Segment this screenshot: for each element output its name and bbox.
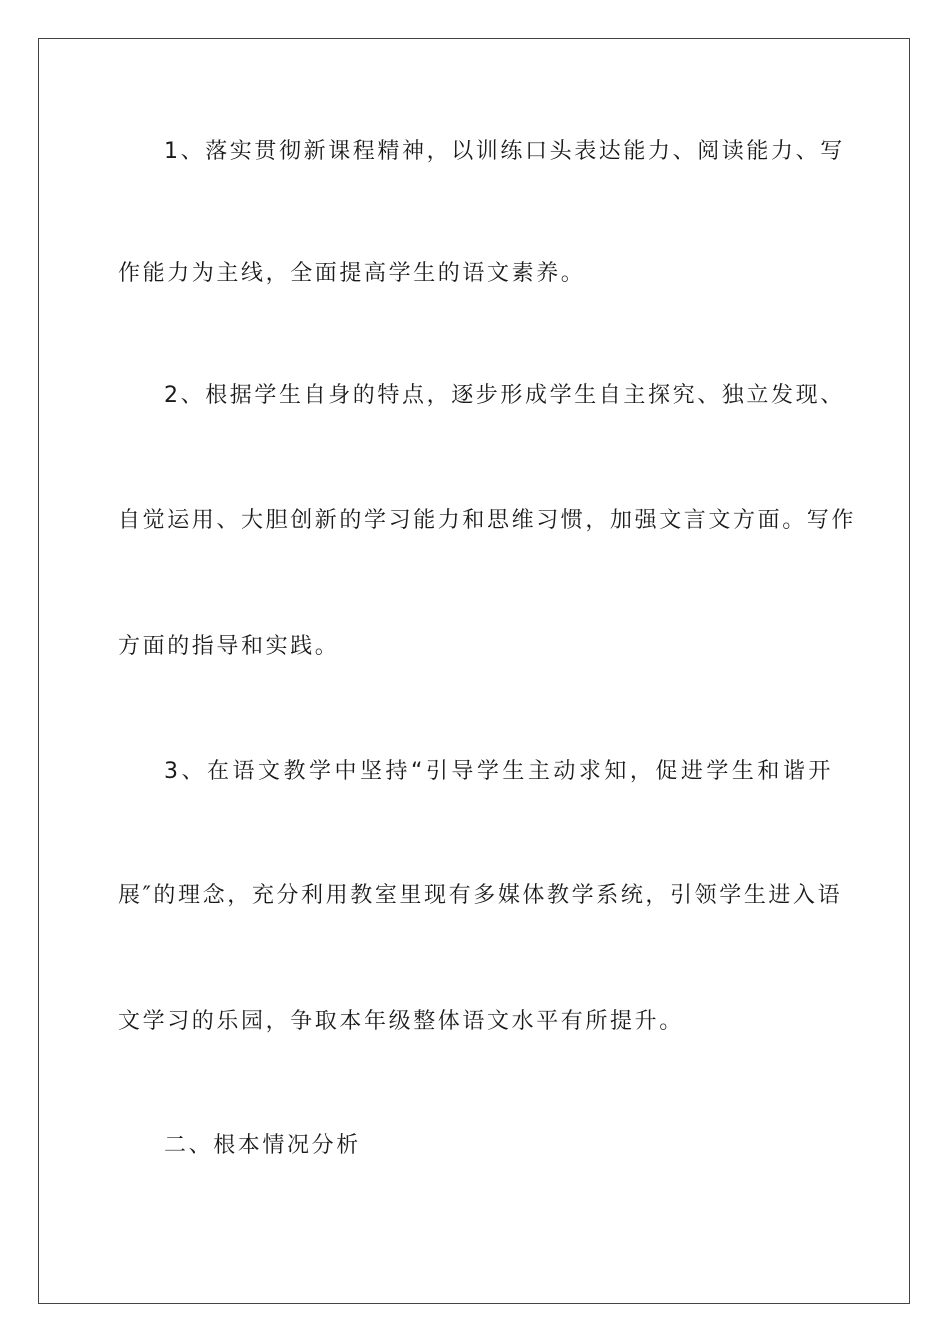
section-heading: 二、根本情况分析 [164, 1133, 361, 1158]
page-border [38, 38, 910, 1304]
paragraph-1-line-1: 1、落实贯彻新课程精神，以训练口头表达能力、阅读能力、写 [164, 139, 845, 164]
paragraph-1-line-2: 作能力为主线，全面提高学生的语文素养。 [118, 261, 586, 286]
paragraph-3-line-1: 3、在语文教学中坚持“引导学生主动求知，促进学生和谐开 [164, 759, 833, 784]
paragraph-2-line-3: 方面的指导和实践。 [118, 634, 340, 659]
paragraph-2-line-1: 2、根据学生自身的特点，逐步形成学生自主探究、独立发现、 [164, 383, 845, 408]
paragraph-2-line-2: 自觉运用、大胆创新的学习能力和思维习惯，加强文言文方面。写作 [118, 508, 857, 533]
paragraph-3-line-3: 文学习的乐园，争取本年级整体语文水平有所提升。 [118, 1009, 684, 1034]
paragraph-3-line-2: 展″的理念，充分利用教室里现有多媒体教学系统，引领学生进入语 [118, 883, 843, 908]
